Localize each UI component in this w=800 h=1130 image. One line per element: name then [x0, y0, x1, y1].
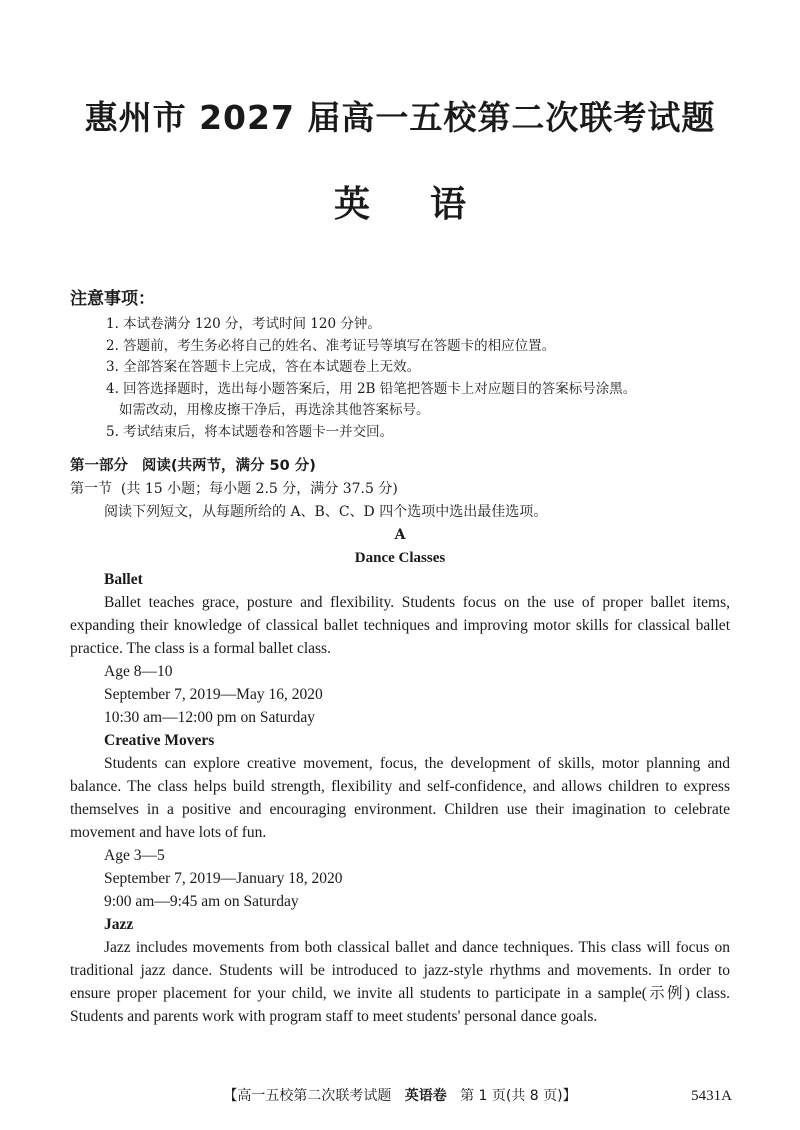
notice-block [70, 288, 750, 443]
footer-open-bracket: 【 [223, 1088, 238, 1104]
notice-item-continuation-text: 如需改动，用橡皮擦干净后，再选涂其他答案标号。 [119, 402, 430, 418]
notice-item: 2. 答题前，考生务必将自己的姓名、准考证号等填写在答题卡的相应位置。 [106, 337, 556, 354]
notice-item: 4. 回答选择题时，选出每小题答案后，用 2B 铅笔把答题卡上对应题目的答案标号涂黑。 [106, 380, 637, 397]
class-description-creative-movers: Students can explore creative movement, focus, the development of skills, motor planning and balance. The class helps build strength, flexibility and self-confidence, and allows children to express themselves in a positive and encouraging environment. Children use their imagination to celebrate movement and have lots of fun. [70, 755, 730, 841]
footer-paper: 英语卷 [404, 1088, 447, 1104]
part-title: 阅读(共两节，满分 50 分) [141, 458, 316, 474]
subsection-text: (共 15 小题；每小题 2.5 分，满分 37.5 分) [120, 481, 398, 497]
part-label: 第一部分 [70, 458, 128, 474]
subsection-heading [70, 478, 398, 500]
class-name-ballet: Ballet [104, 571, 143, 588]
footer-page-info: 第 1 页(共 8 页) [460, 1088, 563, 1104]
passage-title: Dance Classes [354, 550, 446, 566]
class-dates-ballet: September 7, 2019—May 16, 2020 [104, 686, 323, 703]
class-description-ballet: Ballet teaches grace, posture and flexibility. Students focus on the use of proper ballet items, expanding their knowledge of classical ballet techniques and improving motor skills for classical ballet practice. The class is a formal ballet class. [70, 594, 730, 657]
notice-item-continuation [106, 400, 750, 422]
reading-instruction: 阅读下列短文，从每题所给的 A、B、C、D 四个选项中选出最佳选项。 [104, 504, 548, 520]
class-name-creative-movers: Creative Movers [104, 732, 215, 749]
class-time-creative-movers: 9:00 am—9:45 am on Saturday [104, 893, 299, 910]
notice-item: 3. 全部答案在答题卡上完成，答在本试题卷上无效。 [106, 359, 421, 375]
subject-title: 英语 [333, 184, 526, 225]
passage-body [70, 568, 730, 1028]
class-name-jazz: Jazz [104, 916, 134, 933]
footer-close-bracket: 】 [562, 1088, 577, 1104]
exam-title: 惠州市 2027 届高一五校第二次联考试题 [84, 98, 716, 137]
class-description-jazz: Jazz includes movements from both classical ballet and dance techniques. This class will focus on traditional jazz dance. Students will be introduced to jazz-style rhythms and movements. In order to ensure proper placement for your child, we invite all students to participate in a sample(示例) class. Students and parents work with program staff to meet students' personal dance goals. [70, 939, 730, 1025]
part-heading [70, 455, 316, 477]
page-footer [0, 1084, 800, 1108]
class-age-creative-movers: Age 3—5 [104, 847, 165, 864]
footer-paper-code: 5431A [691, 1088, 732, 1104]
notice-list [70, 314, 750, 443]
class-age-ballet: Age 8—10 [104, 663, 173, 680]
footer-exam-name: 高一五校第二次联考试题 [237, 1088, 392, 1104]
notice-title: 注意事项： [70, 289, 155, 309]
class-dates-creative-movers: September 7, 2019—January 18, 2020 [104, 870, 343, 887]
subsection-label: 第一节 [70, 481, 112, 497]
passage-label: A [394, 527, 406, 543]
class-time-ballet: 10:30 am—12:00 pm on Saturday [104, 709, 315, 726]
notice-item: 1. 本试卷满分 120 分，考试时间 120 分钟。 [106, 316, 381, 332]
footer-info [0, 1084, 800, 1108]
notice-item: 5. 考试结束后，将本试题卷和答题卡一并交回。 [106, 423, 394, 440]
